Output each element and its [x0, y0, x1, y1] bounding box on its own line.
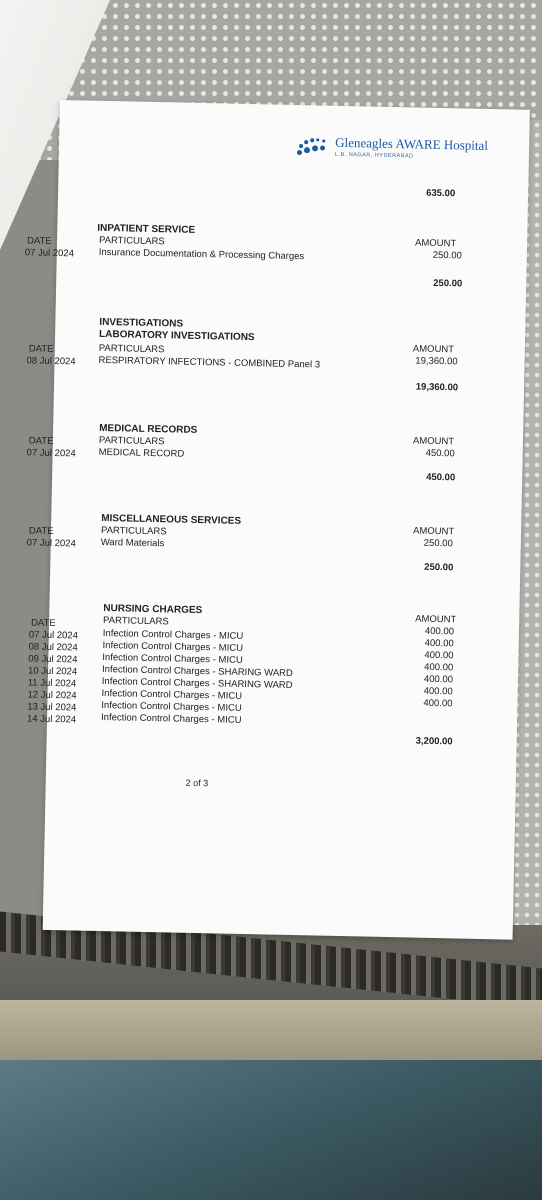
page-number: 2 of 3	[185, 777, 209, 789]
section-total: 19,360.00	[415, 381, 459, 394]
row-amount: 19,360.00	[415, 355, 458, 368]
row-date: 13 Jul 2024	[27, 701, 77, 714]
row-date: 08 Jul 2024	[26, 355, 76, 368]
row-particular: Infection Control Charges - MICU	[101, 688, 243, 702]
row-particular: Infection Control Charges - MICU	[100, 711, 242, 726]
wooden-surface	[0, 1000, 542, 1060]
row-particular: Infection Control Charges - SHARING WARD	[101, 676, 293, 691]
amount-header: AMOUNT	[412, 343, 455, 356]
row-amount: 250.00	[423, 537, 453, 550]
section-title: MEDICAL RECORDS	[99, 422, 198, 436]
row-amount: 400.00	[423, 685, 453, 698]
row-particular: Ward Materials	[100, 536, 165, 550]
row-date: 10 Jul 2024	[27, 665, 78, 678]
row-particular: RESPIRATORY INFECTIONS - COMBINED Panel 3	[98, 354, 321, 371]
particulars-header: PARTICULARS	[98, 234, 165, 248]
section-total: 250.00	[424, 561, 454, 574]
section-subtitle: LABORATORY INVESTIGATIONS	[98, 328, 255, 344]
particulars-header: PARTICULARS	[100, 524, 167, 538]
section-title: NURSING CHARGES	[103, 603, 203, 617]
hospital-logo	[295, 135, 488, 161]
row-particular: Infection Control Charges - MICU	[102, 640, 244, 654]
hospital-name: Gleneagles AWARE Hospital	[335, 134, 489, 153]
date-header: DATE	[28, 435, 54, 447]
row-date: 11 Jul 2024	[27, 677, 77, 690]
hospital-location: L.B. NAGAR, HYDERABAD	[334, 151, 414, 160]
row-amount: 400.00	[424, 625, 455, 638]
row-date: 08 Jul 2024	[28, 641, 78, 654]
row-particular: Infection Control Charges - MICU	[102, 652, 243, 666]
row-particular: Infection Control Charges - SHARING WARD	[101, 664, 293, 680]
date-header: DATE	[28, 343, 54, 355]
row-particular: Insurance Documentation & Processing Charges	[98, 246, 305, 263]
row-date: 14 Jul 2024	[26, 713, 77, 726]
amount-header: AMOUNT	[412, 435, 455, 448]
section-total: 450.00	[426, 471, 456, 484]
section-title: INVESTIGATIONS	[99, 316, 184, 330]
section-title: MISCELLANEOUS SERVICES	[101, 512, 242, 527]
particulars-header: PARTICULARS	[98, 342, 165, 356]
particulars-header: PARTICULARS	[98, 434, 165, 448]
row-date: 07 Jul 2024	[24, 247, 75, 260]
amount-header: AMOUNT	[412, 525, 455, 538]
particulars-header: PARTICULARS	[102, 615, 169, 628]
row-date: 07 Jul 2024	[26, 537, 76, 550]
row-date: 09 Jul 2024	[28, 653, 78, 666]
date-header: DATE	[28, 525, 54, 537]
bill-page	[24, 100, 530, 940]
logo-dots-icon	[295, 135, 331, 158]
section-total: 3,200.00	[415, 735, 453, 748]
row-date: 07 Jul 2024	[26, 447, 76, 460]
section-total: 250.00	[433, 277, 463, 290]
date-header: DATE	[26, 235, 52, 247]
carry-forward-total: 635.00	[426, 187, 456, 200]
row-amount: 400.00	[424, 637, 454, 650]
row-particular: MEDICAL RECORD	[98, 446, 185, 460]
seat-surface	[0, 1060, 542, 1200]
row-amount: 400.00	[424, 661, 454, 674]
amount-header: AMOUNT	[415, 613, 457, 626]
row-amount: 400.00	[423, 697, 453, 710]
row-particular: Infection Control Charges - MICU	[101, 699, 242, 714]
amount-header: AMOUNT	[414, 237, 457, 250]
row-amount: 400.00	[423, 673, 454, 686]
row-amount: 400.00	[424, 649, 454, 662]
row-amount: 450.00	[425, 447, 455, 460]
row-date: 12 Jul 2024	[27, 689, 77, 702]
row-particular: Infection Control Charges - MICU	[102, 628, 244, 642]
row-date: 07 Jul 2024	[28, 629, 79, 642]
date-header: DATE	[30, 617, 56, 630]
row-amount: 250.00	[432, 249, 462, 262]
section-title: INPATIENT SERVICE	[97, 222, 196, 236]
